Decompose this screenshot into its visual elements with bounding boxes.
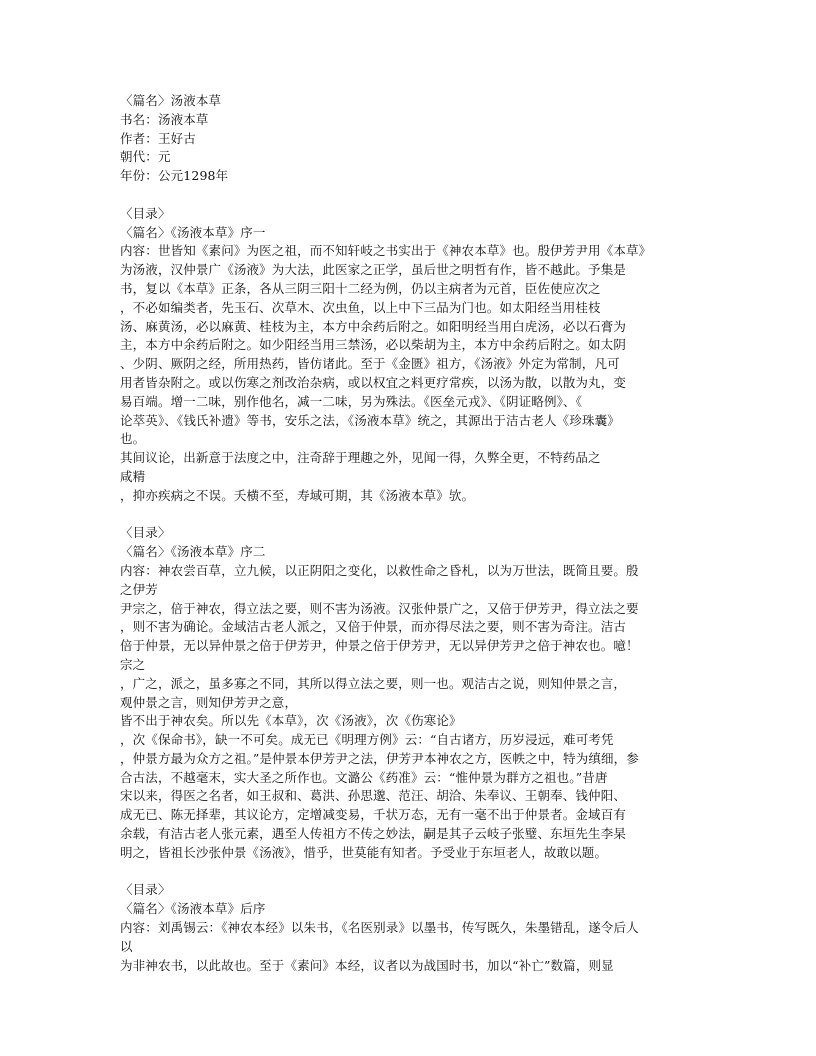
text-line: 以 — [120, 938, 133, 954]
text-line: 成无已、陈无择辈，其议论方，定增减变易，千状万态，无有一毫不出于仲景者。金域百有 — [120, 807, 627, 823]
text-line: 书，复以《本草》正条，各从三阴三阳十二经为例，仍以主病者为元首，臣佐使应次之 — [120, 280, 601, 296]
section-gap — [120, 186, 706, 205]
text-line: 也。 — [120, 431, 146, 447]
text-line: 为非神农书，以此故也。至于《素问》本经，议者以为战国时书，加以“补亡”数篇，则显 — [120, 957, 614, 973]
text-line: 余载，有洁古老人张元素，遇至人传祖方不传之妙法，嗣是其子云岐子张璧、东垣先生李杲 — [120, 826, 627, 842]
text-line: 其间议论，出新意于法度之中，注奇辞于理趣之外，见闻一得，久弊全更，不特药品之 — [120, 450, 601, 466]
text-line: 〈目录〉 — [120, 882, 171, 898]
text-line: 观仲景之言，则知伊芳尹之意， — [120, 694, 298, 710]
text-line: 〈篇名〉汤液本草 — [120, 93, 222, 108]
preface-one-section — [120, 205, 706, 506]
text-line: 宗之 — [120, 656, 146, 672]
text-line: 宋以来，得医之名者，如王叔和、葛洪、孙思邈、范汪、胡洽、朱奉议、王朝奉、钱仲阳、 — [120, 788, 627, 804]
text-line: 为汤液，汉仲景广《汤液》为大法，此医家之正学，虽后世之明哲有作，皆不越此。予集是 — [120, 262, 627, 278]
text-line: 合古法，不越毫末，实大圣之所作也。文潞公《药准》云：“惟仲景为群方之祖也。”昔唐 — [120, 769, 608, 785]
book-header — [120, 92, 706, 186]
text-line: 书名：汤液本草 — [120, 111, 209, 127]
text-line: 内容：神农尝百草，立九候，以正阴阳之变化，以救性命之昏札，以为万世法，既简且要。殷 — [120, 562, 639, 578]
text-line: ，不必如编类者，先玉石、次草木、次虫鱼，以上中下三品为门也。如太阳经当用桂枝 — [120, 299, 601, 315]
text-line: 主，本方中余药后附之。如少阳经当用三禁汤，必以柴胡为主，本方中余药后附之。如太阴 — [120, 337, 627, 353]
text-line: 汤、麻黄汤，必以麻黄、桂枝为主，本方中余药后附之。如阳明经当用白虎汤，必以石膏为 — [120, 318, 627, 334]
text-line: 易百端。增一二味，别作他名，减一二味，另为殊法。《医垒元戎》、《阴证略例》、《 — [120, 393, 583, 409]
text-line: 内容：刘禹锡云：《神农本经》以朱书，《名医别录》以墨书，传写既久，朱墨错乱，遂令后人 — [120, 920, 639, 936]
postscript-section — [120, 881, 706, 975]
preface-two-section — [120, 524, 706, 862]
text-line: 年份：公元1298年 — [120, 168, 229, 184]
text-line: 内容：世皆知《素问》为医之祖，而不知轩岐之书实出于《神农本草》也。殷伊芳尹用《本草》 — [120, 243, 652, 259]
text-line: 、少阴、厥阴之经，所用热药，皆仿诸此。至于《金匮》祖方，《汤液》外定为常制，凡可 — [120, 356, 620, 372]
text-line: 论萃英》、《钱氏补遗》等书，安乐之法，《汤液本草》统之，其源出于洁古老人《珍珠囊》 — [120, 412, 620, 428]
text-line: 〈目录〉 — [120, 205, 171, 221]
text-line: ，则不害为确论。金域洁古老人派之，又倍于仲景，而亦得尽法之要，则不害为奇注。洁古 — [120, 619, 627, 635]
text-line: 〈篇名〉《汤液本草》序二 — [120, 544, 266, 560]
text-line: 咸精 — [120, 468, 146, 484]
section-gap — [120, 506, 706, 525]
text-line: 〈篇名〉《汤液本草》后序 — [120, 901, 266, 917]
text-line: 尹宗之，倍于神农，得立法之要，则不害为汤液。汉张仲景广之，又倍于伊芳尹，得立法之要 — [120, 600, 639, 616]
text-line: 之伊芳 — [120, 581, 158, 597]
text-line: ，抑亦疾病之不误。夭横不至，寿域可期，其《汤液本草》欤。 — [120, 487, 475, 503]
text-line: 作者：王好古 — [120, 130, 196, 146]
text-line: 〈目录〉 — [120, 525, 171, 541]
text-line: ，广之，派之，虽多寡之不同，其所以得立法之要，则一也。观洁古之说，则知仲景之言， — [120, 675, 627, 691]
text-line: 朝代：元 — [120, 149, 171, 165]
section-gap — [120, 863, 706, 882]
text-line: 〈篇名〉《汤液本草》序一 — [120, 224, 266, 240]
text-line: ，仲景方最为众方之祖。”是仲景本伊芳尹之法，伊芳尹本神农之方，医帙之中，特为缜细，参 — [120, 750, 639, 766]
text-line: ，次《保命书》，缺一不可矣。成无已《明理方例》云：“自古诸方，历岁浸远，难可考凭 — [120, 732, 614, 748]
text-line: 用者皆杂附之。或以伤寒之剂改治杂病，或以权宜之料更疗常疾，以汤为散，以散为丸，变 — [120, 374, 627, 390]
text-line: 倍于仲景，无以异仲景之倍于伊芳尹，仲景之倍于伊芳尹，无以异伊芳尹之倍于神农也。噫！ — [120, 638, 639, 654]
text-line: 皆不出于神农矣。所以先《本草》，次《汤液》，次《伤寒论》 — [120, 713, 462, 729]
text-line: 明之，皆祖长沙张仲景《汤液》，惜乎，世莫能有知者。予受业于东垣老人，故敢以题。 — [120, 844, 608, 860]
